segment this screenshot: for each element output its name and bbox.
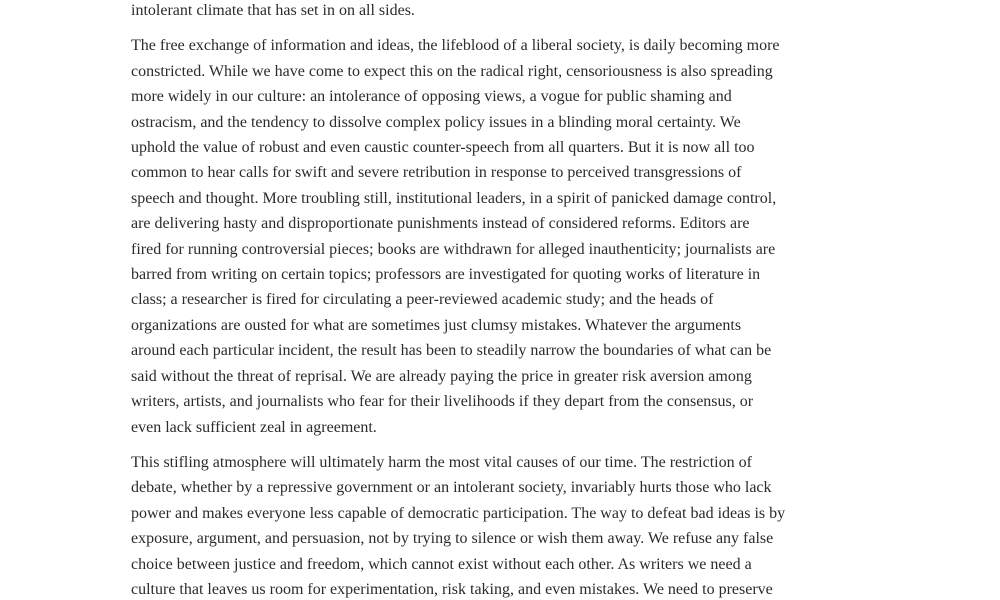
letter-body — [131, 0, 843, 600]
paragraph-stifling-atmosphere: This stifling atmosphere will ultimately harm the most vital causes of our time. The restriction of debate, whether by a repressive government or an intolerant society, invariably hurts those who lack power and makes everyone less capable of democratic participation. The way to defeat bad ideas is by exposure, argument, and persuasion, not by trying to silence or wish them away. We refuse any false choice between justice and freedom, which cannot exist without each other. As writers we need a culture that leaves us room for experimentation, risk taking, and even mistakes. We need to preserve — [131, 453, 786, 598]
paragraph-continuation: intolerant climate that has set in on all sides. — [131, 2, 415, 19]
paragraph-free-exchange: The free exchange of information and ideas, the lifeblood of a liberal society, is daily becoming more constricted. While we have come to expect this on the radical right, censoriousness is also spreading more widely in our culture: an intolerance of opposing views, a vogue for public shaming and ostracism, and the tendency to dissolve complex policy issues in a blinding moral certainty. We uphold the value of robust and even caustic counter-speech from all quarters. But it is now all too common to hear calls for swift and severe retribution in response to perceived transgressions of speech and thought. More troubling still, institutional leaders, in a spirit of panicked damage control, are delivering hasty and disproportionate punishments instead of considered reforms. Editors are fired for running controversial pieces; books are withdrawn for alleged inauthenticity; journalists are barred from writing on certain topics; professors are investigated for quoting works of literature in class; a researcher is fired for circulating a peer-reviewed academic study; and the heads of organizations are ousted for what are sometimes just clumsy mistakes. Whatever the arguments around each particular incident, the result has been to steadily narrow the boundaries of what can be said without the threat of reprisal. We are already paying the price in greater risk aversion among writers, artists, and journalists who fear for their livelihoods if they depart from the consensus, or even lack sufficient zeal in agreement. — [131, 37, 780, 436]
